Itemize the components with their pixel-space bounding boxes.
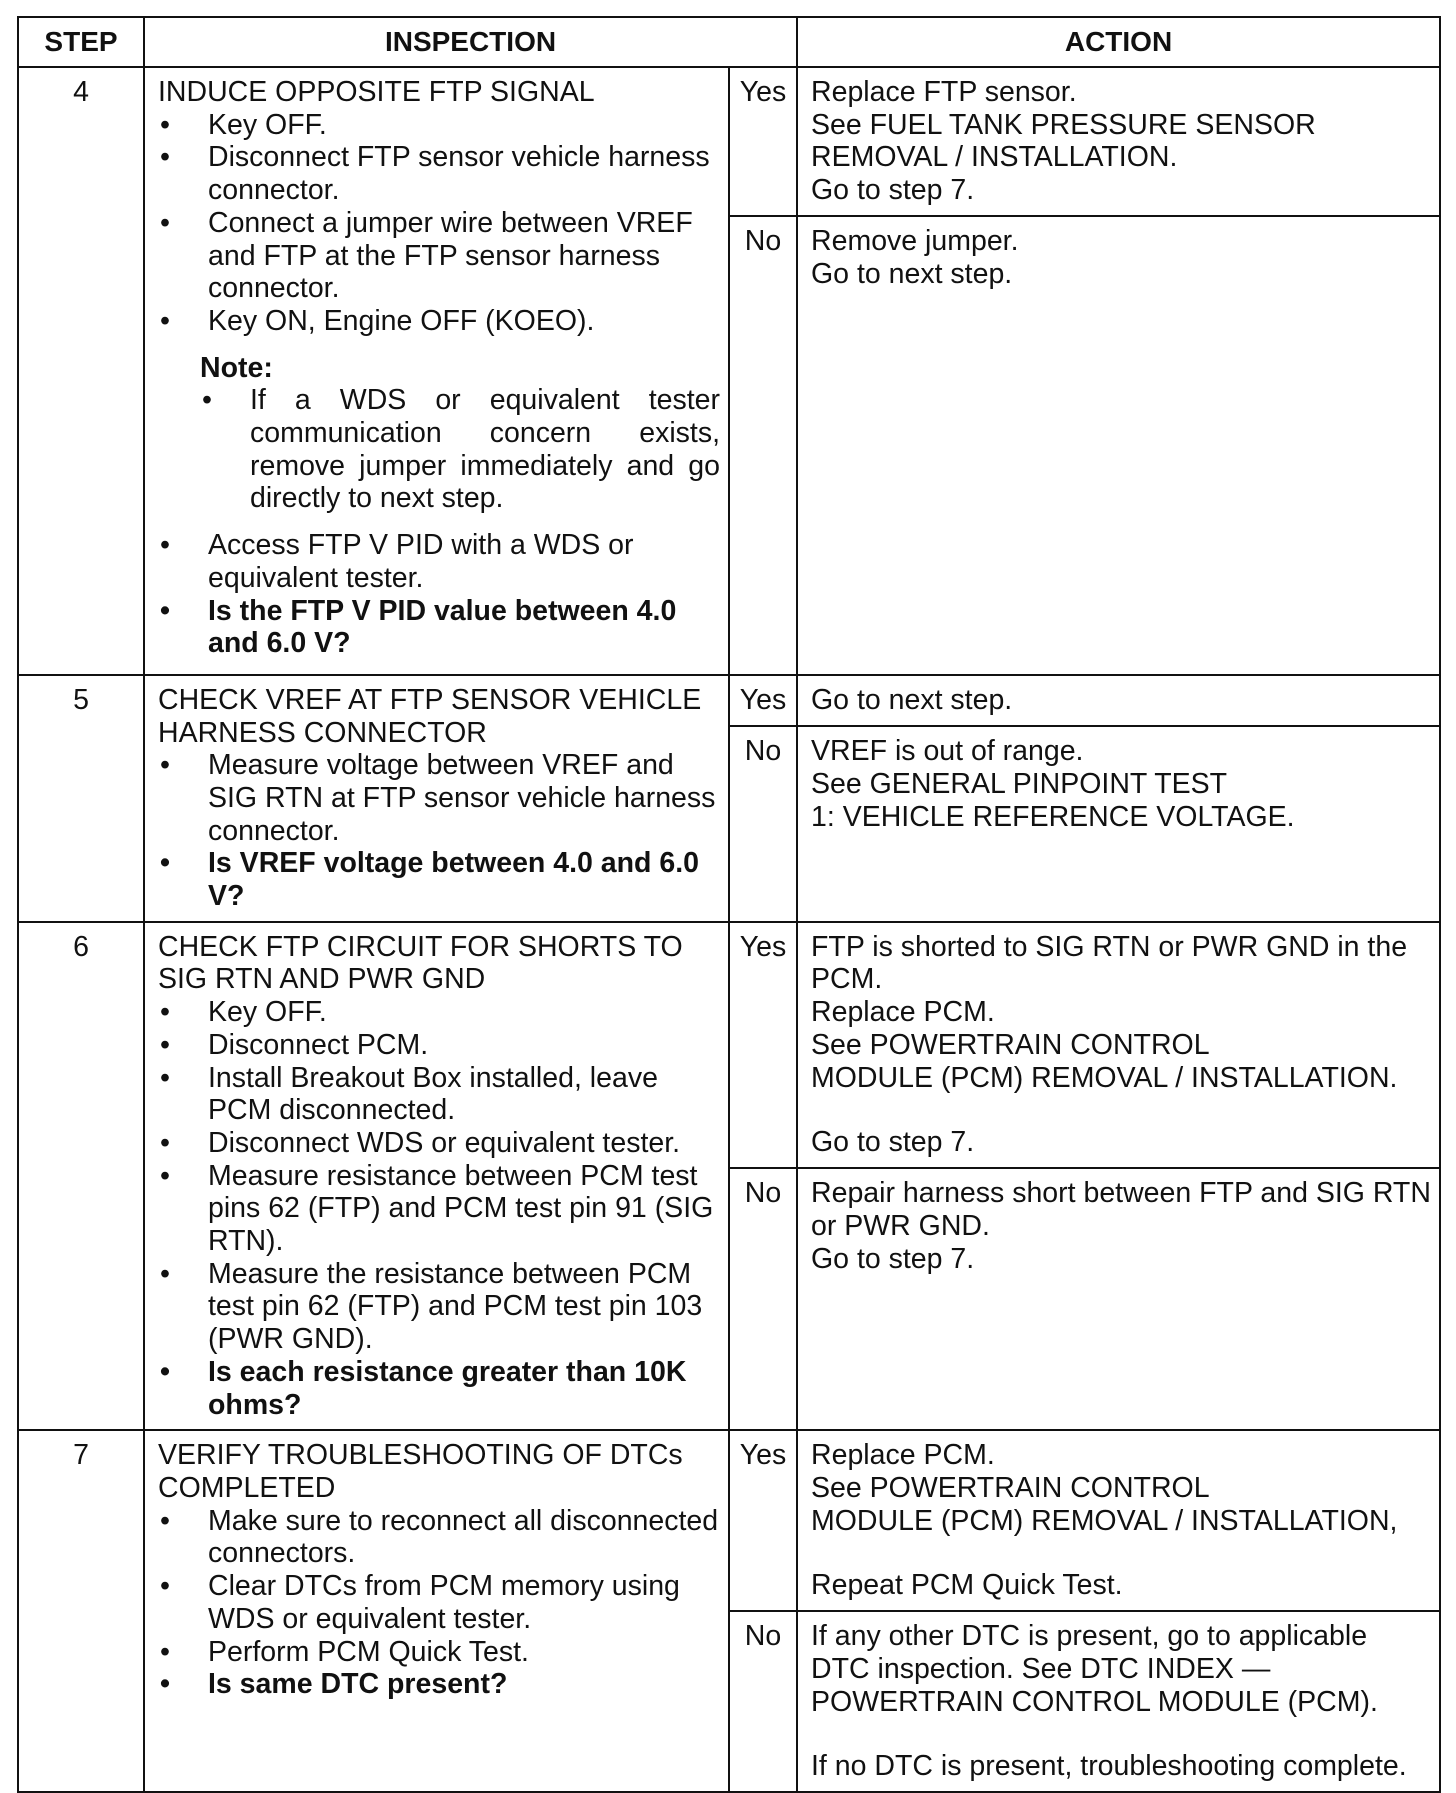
procedure-table [17,16,1441,1793]
yes-label: Yes [729,67,797,216]
inspection-item: • Make sure to reconnect all disconnected connectors. [158,1505,720,1570]
action-line: Repair harness short between FTP and SIG RTN or PWR GND. [811,1177,1431,1242]
action-line: See GENERAL PINPOINT TEST [811,768,1228,801]
inspection-item: • Measure resistance between PCM test pins 62 (FTP) and PCM test pin 91 (SIG RTN). [158,1160,720,1258]
inspection-question: • Is each resistance greater than 10K ohms? [158,1356,720,1421]
note-label: Note: [200,351,273,384]
action-line: If any other DTC is present, go to applicable DTC inspection. See DTC INDEX — POWERTRAIN CONTROL MODULE (PCM). [811,1620,1378,1718]
inspection-item: • Install Breakout Box installed, leave PCM disconnected. [158,1062,720,1127]
step-title: CHECK VREF AT FTP SENSOR VEHICLE HARNESS CONNECTOR [158,683,702,749]
no-label: No [729,216,797,675]
action-line: MODULE (PCM) REMOVAL / INSTALLATION. [811,1061,1398,1094]
action-line: Repeat PCM Quick Test. [811,1569,1123,1602]
no-action [797,216,1440,675]
inspection-list [158,749,720,913]
inspection-item: • Measure voltage between VREF and SIG RTN at FTP sensor vehicle harness connector. [158,749,720,847]
yes-action [797,1430,1440,1611]
no-action [797,1168,1440,1430]
spacer [811,1537,1431,1569]
no-label: No [729,726,797,921]
action-line: Go to step 7. [811,174,975,207]
action-line: MODULE (PCM) REMOVAL / INSTALLATION, [811,1504,1398,1537]
action-line: Remove jumper. [811,224,1019,257]
yes-action [797,675,1440,727]
action-line: See FUEL TANK PRESSURE SENSOR REMOVAL / INSTALLATION. [811,108,1316,174]
note-block [200,352,720,516]
inspection-list [158,109,720,338]
step-title: VERIFY TROUBLESHOOTING OF DTCs COMPLETED [158,1439,683,1504]
step-6-inspection [144,922,729,1431]
inspection-list [158,529,720,660]
step-number: 6 [18,922,144,1431]
inspection-item: • Clear DTCs from PCM memory using WDS or equivalent tester. [158,1570,720,1635]
step-4-yes-row [18,67,1440,216]
inspection-item: • Disconnect PCM. [158,1029,720,1062]
action-line: Go to next step. [811,257,1013,290]
inspection-question: • Is same DTC present? [158,1668,720,1701]
step-4-inspection [144,67,729,675]
action-line: Go to next step. [811,683,1013,716]
no-action [797,726,1440,921]
no-label: No [729,1168,797,1430]
action-line: Replace PCM. [811,996,995,1029]
note-text: • If a WDS or equivalent tester communication concern exists, remove jumper immediately and go directly to next step. [200,384,720,515]
inspection-list [158,1505,720,1701]
action-line: Go to step 7. [811,1126,975,1159]
action-line: 1: VEHICLE REFERENCE VOLTAGE. [811,800,1295,833]
step-title: CHECK FTP CIRCUIT FOR SHORTS TO SIG RTN AND PWR GND [158,930,683,996]
yes-action [797,922,1440,1168]
inspection-item: • Perform PCM Quick Test. [158,1636,720,1669]
inspection-list [158,996,720,1421]
step-number: 4 [18,67,144,675]
header-action: ACTION [797,17,1440,67]
inspection-item: • Access FTP V PID with a WDS or equivalent tester. [158,529,720,594]
inspection-item: • Disconnect FTP sensor vehicle harness connector. [158,141,720,206]
action-line: See POWERTRAIN CONTROL [811,1471,1210,1504]
yes-action [797,67,1440,216]
inspection-question: • Is the FTP V PID value between 4.0 and 6.0 V? [158,595,720,660]
action-line: FTP is shorted to SIG RTN or PWR GND in the PCM. [811,930,1408,996]
step-number: 7 [18,1430,144,1792]
inspection-item: • Key ON, Engine OFF (KOEO). [158,305,720,338]
inspection-item: • Disconnect WDS or equivalent tester. [158,1127,720,1160]
header-row [18,17,1440,67]
header-inspection: INSPECTION [144,17,797,67]
no-label: No [729,1611,797,1792]
no-action [797,1611,1440,1792]
inspection-item: • Key OFF. [158,996,720,1029]
action-line: VREF is out of range. [811,735,1084,768]
action-line: Replace FTP sensor. [811,76,1077,108]
action-line: Go to step 7. [811,1242,975,1275]
step-5-inspection [144,675,729,922]
spacer [811,1718,1431,1750]
note-list [200,384,720,515]
yes-label: Yes [729,675,797,727]
spacer [811,1094,1431,1126]
step-7-yes-row [18,1430,1440,1611]
step-number: 5 [18,675,144,922]
header-step: STEP [18,17,144,67]
action-line: See POWERTRAIN CONTROL [811,1028,1210,1061]
step-title: INDUCE OPPOSITE FTP SIGNAL [158,76,595,108]
step-5-yes-row [18,675,1440,727]
inspection-item: • Connect a jumper wire between VREF and FTP at the FTP sensor harness connector. [158,207,720,305]
action-line: If no DTC is present, troubleshooting complete. [811,1750,1407,1783]
inspection-question: • Is VREF voltage between 4.0 and 6.0 V? [158,847,720,912]
yes-label: Yes [729,922,797,1168]
yes-label: Yes [729,1430,797,1611]
step-6-yes-row [18,922,1440,1168]
inspection-item: • Key OFF. [158,109,720,142]
action-line: Replace PCM. [811,1439,995,1472]
inspection-item: • Measure the resistance between PCM test pin 62 (FTP) and PCM test pin 103 (PWR GND). [158,1258,720,1356]
step-7-inspection [144,1430,729,1792]
